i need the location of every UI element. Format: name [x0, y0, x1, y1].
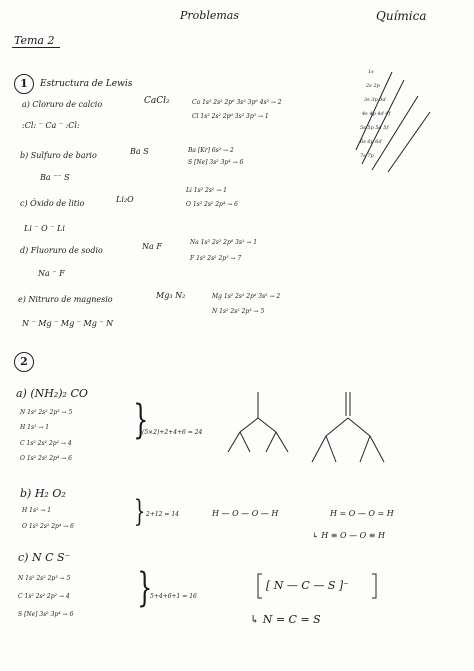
- item-e-config-1: Mg 1s² 2s² 2p⁶ 3s² → 2: [212, 293, 281, 300]
- item-a-lewis: :Cl: ⁻ Ca ⁻ :Cl:: [22, 121, 80, 130]
- topic-label: Tema 2: [14, 34, 55, 47]
- subject-label: Química: [376, 9, 427, 23]
- section-2a-config-3: C 1s² 2s² 2p² → 4: [20, 440, 72, 447]
- item-d-config-2: F 1s² 2s² 2p⁵ → 7: [190, 255, 242, 262]
- section-2a-config-4: O 1s² 2s² 2p⁴ → 6: [20, 455, 72, 462]
- aufbau-row-4: 4s 4p 4d 4f: [362, 111, 391, 117]
- section-2b-sum: 2+12 = 14: [146, 511, 179, 518]
- section-2a-label: a) (NH₂)₂ CO: [16, 387, 88, 400]
- section-2a-config-1: N 1s² 2s² 2p³ → 5: [20, 409, 73, 416]
- item-c-config-1: Li 1s² 2s¹ → 1: [186, 187, 227, 194]
- section-2b-struct-3: ↳ H ≡ O — O ≡ H: [312, 531, 385, 540]
- item-b-config-2: S [Ne] 3s² 3p⁴ → 6: [188, 159, 244, 166]
- aufbau-row-2: 2s 2p: [366, 83, 380, 89]
- section-2b-brace: }: [133, 494, 146, 529]
- section-2b-struct-2: H = O — O = H: [330, 509, 394, 518]
- item-b-config-1: Ba [Kr] 6s² → 2: [188, 147, 234, 154]
- item-d-lewis: Na ⁻ F: [38, 269, 65, 278]
- section-2b-config-1: H 1s¹ → 1: [22, 507, 52, 514]
- section-2b-label: b) H₂ O₂: [20, 487, 66, 500]
- section-2c-brace: }: [137, 565, 153, 611]
- section-2c-label: c) N C S⁻: [18, 551, 71, 564]
- item-e-label: e) Nitruro de magnesio: [18, 295, 113, 304]
- item-d-formula: Na F: [142, 242, 162, 251]
- section-2c-config-2: C 1s² 2s² 2p² → 4: [18, 593, 70, 600]
- aufbau-row-6: 6s 6p 6d: [360, 139, 382, 145]
- section-2c-config-1: N 1s² 2s² 2p³ → 5: [18, 575, 71, 582]
- section-1-number: 1: [14, 74, 34, 94]
- item-c-label: c) Óxido de litio: [20, 199, 85, 208]
- section-2a-config-2: H 1s¹ → 1: [20, 424, 50, 431]
- item-d-config-1: Na 1s² 2s² 2p⁶ 3s¹ → 1: [190, 239, 258, 246]
- section-2c-sum: 5+4+6+1 = 16: [150, 593, 197, 600]
- item-a-config-2: Cl 1s² 2s² 2p⁶ 3s² 3p⁵ → 1: [192, 113, 269, 120]
- aufbau-row-3: 3s 3p 3d: [364, 97, 386, 103]
- page-title: Problemas: [180, 9, 239, 22]
- section-2c-struct-1: [ N — C — S ]⁻: [266, 579, 349, 592]
- section-2-number: 2: [14, 352, 34, 372]
- item-e-config-2: N 1s² 2s² 2p³ → 5: [212, 308, 265, 315]
- item-c-formula: Li₂O: [116, 195, 134, 204]
- item-d-label: d) Fluoruro de sodio: [20, 246, 103, 255]
- item-b-label: b) Sulfuro de bario: [20, 151, 97, 160]
- section-2b-struct-1: H — O — O — H: [212, 509, 279, 518]
- section-2c-config-3: S [Ne] 3s² 3p⁴ → 6: [18, 611, 74, 618]
- item-c-lewis: Li ⁻ O ⁻ Li: [24, 224, 65, 233]
- item-c-config-2: O 1s² 2s² 2p⁴ → 6: [186, 201, 238, 208]
- aufbau-row-1: 1s: [368, 69, 374, 75]
- aufbau-row-7: 7s 7p: [360, 153, 374, 159]
- item-a-config-1: Ca 1s² 2s² 2p⁶ 3s² 3p⁶ 4s² → 2: [192, 99, 282, 106]
- section-2a-sum: (5×2)+2+4+6 = 24: [142, 429, 203, 436]
- section-1-heading: Estructura de Lewis: [40, 79, 133, 89]
- item-b-lewis: Ba ⁻⁻ S: [40, 173, 70, 182]
- section-2a-brace: }: [133, 397, 149, 443]
- section-2b-config-2: O 1s² 2s² 2p⁴ → 6: [22, 523, 74, 530]
- item-a-formula: CaCl₂: [144, 96, 170, 106]
- item-a-label: a) Cloruro de calcio: [22, 100, 103, 109]
- item-e-lewis: N ⁻ Mg ⁻ Mg ⁻ Mg ⁻ N: [22, 319, 114, 328]
- item-b-formula: Ba S: [130, 147, 149, 156]
- section-2c-struct-2: ↳ N = C = S: [250, 613, 321, 626]
- aufbau-row-5: 5s 5p 5d 5f: [360, 125, 389, 131]
- item-e-formula: Mg₃ N₂: [156, 291, 186, 300]
